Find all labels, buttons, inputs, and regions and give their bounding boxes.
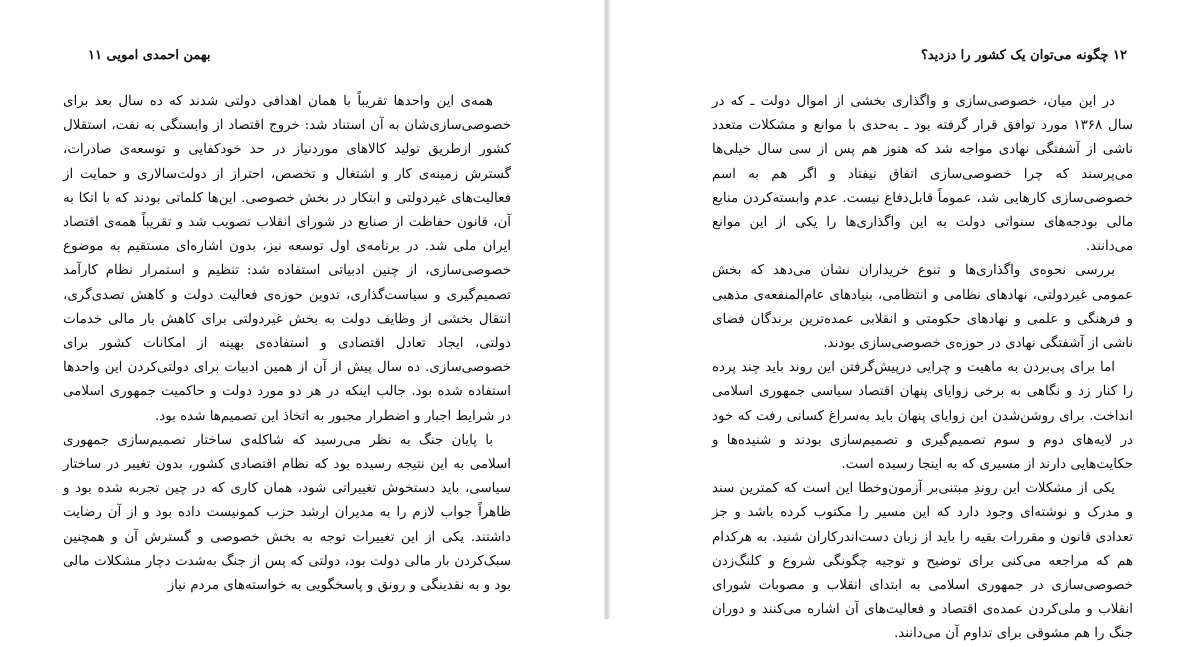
left-page-body xyxy=(63,90,511,598)
left-page xyxy=(0,0,604,619)
right-page xyxy=(610,0,1189,642)
paragraph: در این میان، خصوصی‌سازی و واگذاری بخشی از اموال دولت ـ که در سال ۱۳۶۸ مورد توافق قرار گرفته بود ـ به‌حدی با موانع و مشکلات متعدد ناشی از آشفتگی نهادی مواجه شد که هنوز هم پس از سی سال خیلی‌ها می‌پرسند که چرا خصوصی‌سازی اتفاق نیفتاد و اگر هم به اسم خصوصی‌سازی کارهایی شد، عموماً قابل‌دفاع نیست. عدم وابسته‌کردن منابع مالی بودجه‌های سنواتی دولت به این واگذاری‌ها را یکی از این موانع می‌دانند. xyxy=(712,94,1134,255)
paragraph: همه‌ی این واحدها تقریباً با همان اهدافی دولتی شدند که ده سال بعد برای خصوصی‌سازی‌شان به آن استناد شد: خروج اقتصاد از وابستگی به نفت، استقلال کشور ازطریق تولید کالاهای موردنیاز در حد خودکفایی و توسعه‌ی صادرات، گسترش زمینه‌ی کار و اشتغال و تخصص، احتراز از دولت‌سالاری و حمایت از فعالیت‌های غیردولتی و ابتکار در بخش خصوصی. این‌ها کلماتی بودند که با اتکا به آن، قانون حفاظت از صنایع در شورای انقلاب تصویب شد و تقریباً همه‌ی اقتصاد ایران ملی شد. در برنامه‌ی اول توسعه نیز، بدون اشاره‌ای مستقیم به موضوع خصوصی‌سازی، از چنین ادبیاتی استفاده شد: تنظیم و استمرار نظام کارآمد تصمیم‌گیری و سیاست‌گذاری، تدوین حوزه‌ی فعالیت دولت و کاهش تصدی‌گری، انتقال بخشی از وظایف دولت به بخش غیردولتی برای کاهش بار مالی خدمات دولتی، ایجاد تعادل اقتصادی و استفاده‌ی بهینه از امکانات کشور برای خصوصی‌سازی. ده سال پیش از آن از همین ادبیات برای دولتی‌کردن این واحدها استفاده شده بود. جالب اینکه در هر دو مورد دولت و حاکمیت جمهوری اسلامی در شرایط اجبار و اضطرار مجبور به اتخاذ این تصمیم‌ها شده بود. xyxy=(63,94,511,424)
paragraph: یکی از مشکلات این روندِ مبتنی‌بر آزمون‌وخطا این است که کمترین سند و مدرک و نوشته‌ای وجود دارد که این مسیر را مکتوب کرده باشد و جز تعدادی قانون و مقررات بقیه را باید از زبان دست‌اندرکاران شنید. به هرکدام هم که مراجعه می‌کنی برای توضیح و توجیه چگونگی شروع و کلنگ‌زدن خصوصی‌سازی در جمهوری اسلامی به ابتدای انقلاب و مصوبات شورای انقلاب و ملی‌کردن عمده‌ی اقتصاد و فعالیت‌های آن اشاره می‌کنند و دوران جنگ را هم مشوقی برای تداوم آن می‌دانند. xyxy=(712,481,1133,642)
right-page-body xyxy=(712,90,1133,647)
paragraph: اما برای پی‌بردن به ماهیت و چرایی درپیش‌گرفتن این روند باید چند پرده را کنار زد و نگاهی به برخی زوایای پنهان اقتصاد سیاسی جمهوری اسلامی انداخت. برای روشن‌شدن این زوایای پنهان باید به‌سراغ کسانی رفت که خود در لایه‌های دوم و سوم تصمیم‌گیری و تصمیم‌سازی بودند و شنیده‌ها و حکایت‌هایی دارند از مسیری که به اینجا رسیده است. xyxy=(712,360,1133,473)
left-page-header: بهمن احمدی امویی ۱۱ xyxy=(88,48,211,63)
paragraph: با پایان جنگ به نظر می‌رسید که شاکله‌ی ساختار تصمیم‌سازی جمهوری اسلامی به این نتیجه رسیده بود که نظام اقتصادی کشور، بدون تغییر در ساختار سیاسی، باید دستخوش تغییراتی شود، همان کاری که در چین تجربه شده بود و ظاهراً جواب لازم را به مدیران ارشد حزب کمونیست داده بود و از آن رضایت داشتند. یکی از این تغییرات توجه به بخش خصوصی و گسترش آن و همچنین سبک‌کردن بار مالی دولت بود، دولتی که پس از جنگ به‌شدت دچار مشکلات مالی بود و به نقدینگی و رونق و پاسخگویی به خواسته‌های مردم نیاز xyxy=(63,432,511,594)
right-page-header: ۱۲ چگونه می‌توان یک کشور را دزدید؟ xyxy=(920,48,1127,63)
paragraph: بررسی نحوه‌ی واگذاری‌ها و تنوع خریداران نشان می‌دهد که بخش عمومی غیردولتی، نهادهای نظامی و انتظامی، بنیادهای عام‌المنفعه‌ی مذهبی و فرهنگی و علمی و نهادهای حکومتی و انقلابی عمده‌ترین برندگان فضای ناشی از آشفتگی نهادی در حوزه‌ی خصوصی‌سازی بودند. xyxy=(712,263,1133,352)
